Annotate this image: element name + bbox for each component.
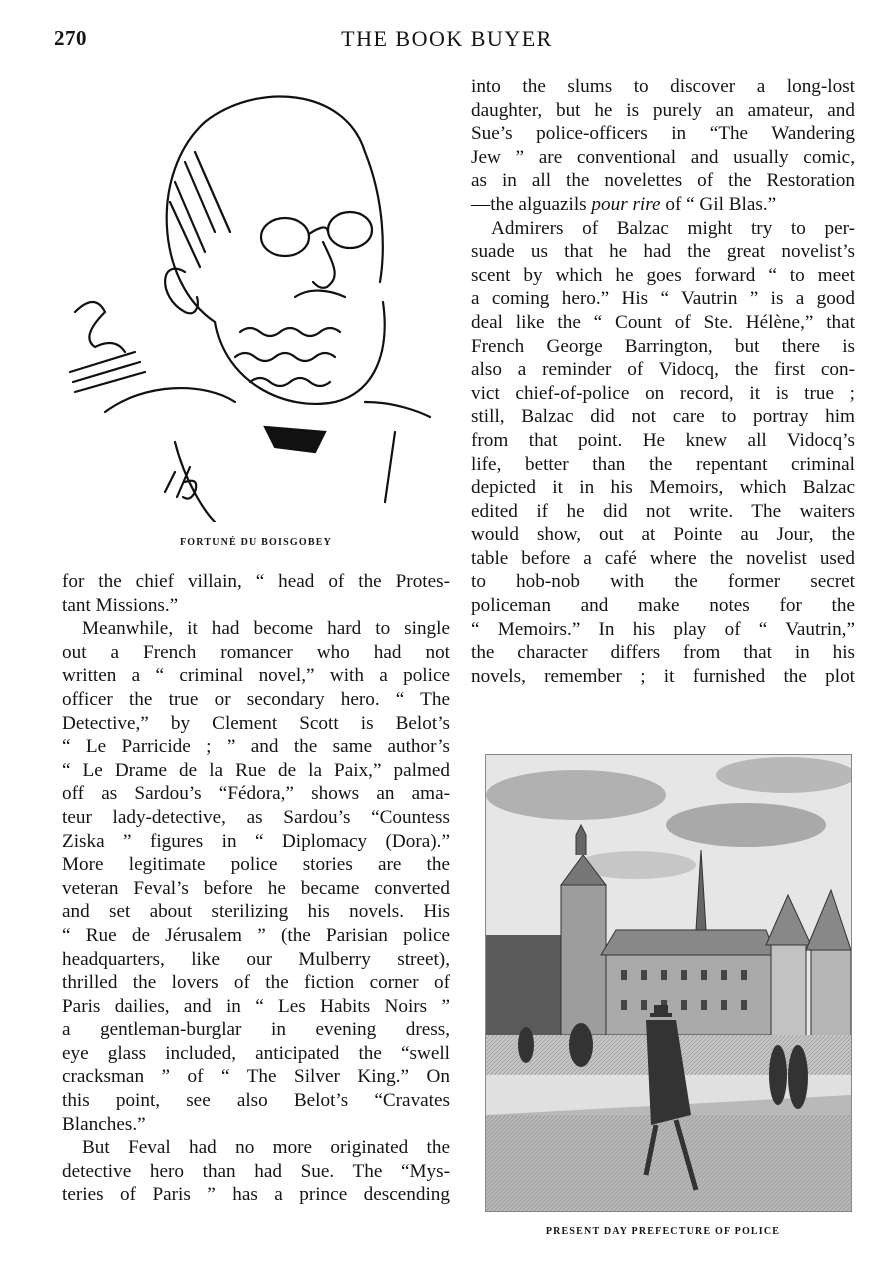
text-line: —the alguazils pour rire of “ Gil Blas.”	[471, 193, 777, 215]
text-line: and set about sterilizing his novels. His	[62, 901, 450, 923]
text-line: to hob-nob with the former secret	[471, 571, 855, 593]
portrait-illustration	[65, 82, 445, 522]
text-line: tant Missions.”	[62, 594, 179, 616]
text-line: deal like the “ Count of Ste. Hélène,” that	[471, 311, 855, 333]
text-line: Paris dailies, and in “ Les Habits Noirs ”	[62, 995, 450, 1017]
text-line: as in all the novelettes of the Restoration	[471, 170, 855, 192]
text-line: detective hero than had Sue. The “Mys-	[62, 1160, 450, 1182]
text-line: novels, remember ; it furnished the plot	[471, 665, 855, 687]
text-line: vict chief-of-police on record, it is true ;	[471, 382, 855, 404]
text-line: eye glass included, anticipated the “swell	[62, 1042, 450, 1064]
text-line: headquarters, like our Mulberry street),	[62, 948, 450, 970]
right-column-text	[471, 75, 855, 688]
text-line: from that point. He knew all Vidocq’s	[471, 429, 855, 451]
text-line: thrilled the lovers of the fiction corner of	[62, 972, 450, 994]
text-line: written a “ criminal novel,” with a police	[62, 665, 450, 687]
text-line: also a reminder of Vidocq, the first con-	[471, 359, 855, 381]
text-line: depicted it in his Memoirs, which Balzac	[471, 477, 855, 499]
text-line: cracksman ” of “ The Silver King.” On	[62, 1066, 450, 1088]
text-line: Jew ” are conventional and usually comic,	[471, 146, 855, 168]
text-line: “ Le Parricide ; ” and the same author’s	[62, 736, 450, 758]
left-column-text	[62, 570, 450, 1207]
italic-phrase: pour rire	[591, 193, 661, 215]
text-line: scent by which he goes forward “ to meet	[471, 264, 855, 286]
text-line: But Feval had no more originated the	[82, 1137, 450, 1159]
text-line: would show, out at Pointe au Jour, the	[471, 524, 855, 546]
text-line: a gentleman-burglar in evening dress,	[62, 1019, 450, 1041]
text-line: More legitimate police stories are the	[62, 854, 450, 876]
text-line: Sue’s police-officers in “The Wandering	[471, 123, 855, 145]
text-line: French George Barrington, but there is	[471, 335, 855, 357]
text-line: daughter, but he is purely an amateur, and	[471, 99, 855, 121]
text-line: Blanches.”	[62, 1113, 146, 1135]
text-line: edited if he did not write. The waiters	[471, 500, 855, 522]
text-line: off as Sardou’s “Fédora,” shows an ama-	[62, 783, 450, 805]
text-line: still, Balzac did not care to portray him	[471, 406, 855, 428]
text-line: into the slums to discover a long-lost	[471, 76, 855, 97]
text-line: Detective,” by Clement Scott is Belot’s	[62, 712, 450, 734]
text-line: Meanwhile, it had become hard to single	[82, 618, 450, 640]
text-line: suade us that he had the great novelist’s	[471, 241, 855, 263]
text-line: teries of Paris ” has a prince descending	[62, 1184, 450, 1206]
text-line: “ Memoirs.” In his play of “ Vautrin,”	[471, 618, 855, 640]
text-line: teur lady-detective, as Sardou’s “Countess	[62, 806, 450, 828]
text-line: veteran Feval’s before he became converted	[62, 877, 450, 899]
portrait-caption: FORTUNÉ DU BOISGOBEY	[179, 537, 332, 548]
text-line: policeman and make notes for the	[471, 595, 855, 617]
building-engraving-icon	[486, 755, 851, 1211]
text-line: out a French romancer who had not	[62, 641, 450, 663]
text-line: “ Rue de Jérusalem ” (the Parisian police	[62, 924, 450, 946]
portrait-drawing-icon	[65, 82, 445, 522]
text-line: officer the true or secondary hero. “ The	[62, 688, 450, 710]
page-number: 270	[54, 26, 87, 50]
text-line: the character differs from that in his	[471, 642, 855, 664]
text-line: a coming hero.” His “ Vautrin ” is a good	[471, 288, 855, 310]
text-line: for the chief villain, “ head of the Protes-	[62, 571, 450, 592]
running-head: THE BOOK BUYER	[341, 26, 553, 51]
text-line: this point, see also Belot’s “Cravates	[62, 1090, 450, 1112]
text-line: Admirers of Balzac might try to per-	[491, 217, 855, 239]
prefecture-engraving	[485, 754, 852, 1212]
engraving-caption: PRESENT DAY PREFECTURE OF POLICE	[545, 1226, 781, 1237]
text-line: Ziska ” figures in “ Diplomacy (Dora).”	[62, 830, 450, 852]
text-line: “ Le Drame de la Rue de la Paix,” palmed	[62, 759, 450, 781]
text-line: table before a café where the novelist used	[471, 547, 855, 569]
text-line: life, better than the repentant criminal	[471, 453, 855, 475]
